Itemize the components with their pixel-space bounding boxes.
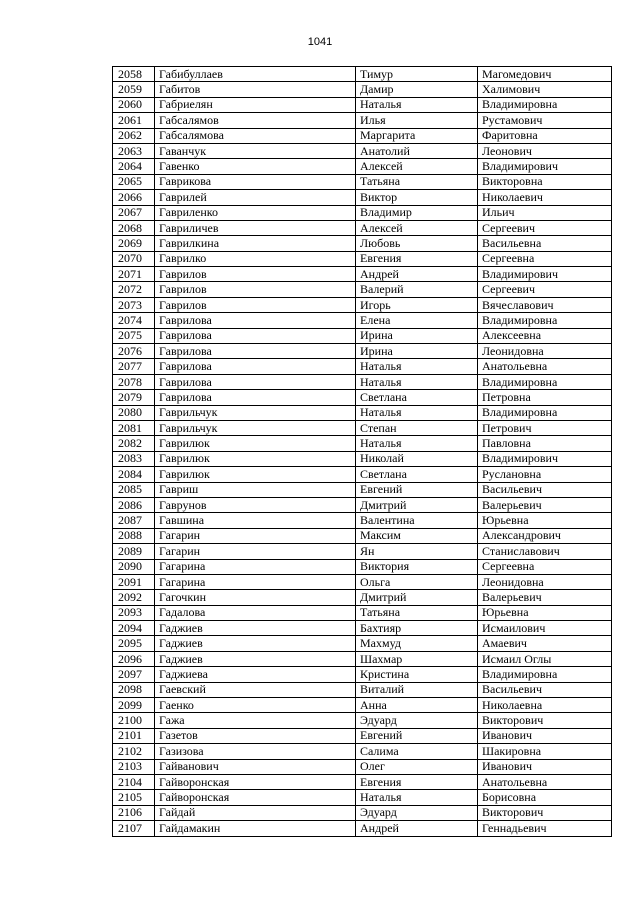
last-name-cell: Гагарин xyxy=(155,528,356,543)
patronymic-cell: Сергеевич xyxy=(478,220,612,235)
last-name-cell: Гаврилко xyxy=(155,251,356,266)
page-number: 1041 xyxy=(307,36,333,48)
patronymic-cell: Геннадьевич xyxy=(478,821,612,836)
patronymic-cell: Шакировна xyxy=(478,744,612,759)
last-name-cell: Гаврилова xyxy=(155,344,356,359)
last-name-cell: Гаврунов xyxy=(155,497,356,512)
last-name-cell: Гаврикова xyxy=(155,174,356,189)
row-number-cell: 2068 xyxy=(113,220,155,235)
patronymic-cell: Викторович xyxy=(478,713,612,728)
first-name-cell: Ян xyxy=(356,544,478,559)
patronymic-cell: Халимович xyxy=(478,82,612,97)
patronymic-cell: Юрьевна xyxy=(478,605,612,620)
last-name-cell: Гаджиев xyxy=(155,621,356,636)
patronymic-cell: Юрьевна xyxy=(478,513,612,528)
row-number-cell: 2063 xyxy=(113,143,155,158)
row-number-cell: 2058 xyxy=(113,67,155,82)
row-number-cell: 2087 xyxy=(113,513,155,528)
row-number-cell: 2064 xyxy=(113,159,155,174)
patronymic-cell: Исмаилович xyxy=(478,621,612,636)
row-number-cell: 2074 xyxy=(113,313,155,328)
patronymic-cell: Владимирович xyxy=(478,267,612,282)
first-name-cell: Светлана xyxy=(356,390,478,405)
last-name-cell: Гаврильчук xyxy=(155,420,356,435)
last-name-cell: Габитов xyxy=(155,82,356,97)
table-row xyxy=(113,713,612,728)
last-name-cell: Гаврилов xyxy=(155,297,356,312)
patronymic-cell: Викторовна xyxy=(478,174,612,189)
table-row xyxy=(113,621,612,636)
patronymic-cell: Васильевич xyxy=(478,482,612,497)
last-name-cell: Гаенко xyxy=(155,698,356,713)
table-row xyxy=(113,159,612,174)
first-name-cell: Евгения xyxy=(356,251,478,266)
patronymic-cell: Петровна xyxy=(478,390,612,405)
last-name-cell: Гавриш xyxy=(155,482,356,497)
table-row xyxy=(113,359,612,374)
first-name-cell: Степан xyxy=(356,420,478,435)
table-row xyxy=(113,528,612,543)
first-name-cell: Тимур xyxy=(356,67,478,82)
table-row xyxy=(113,574,612,589)
last-name-cell: Гайворонская xyxy=(155,774,356,789)
patronymic-cell: Валерьевич xyxy=(478,590,612,605)
table-row xyxy=(113,267,612,282)
row-number-cell: 2067 xyxy=(113,205,155,220)
table-row xyxy=(113,513,612,528)
patronymic-cell: Владимирович xyxy=(478,451,612,466)
first-name-cell: Дмитрий xyxy=(356,590,478,605)
table-row xyxy=(113,590,612,605)
table-row xyxy=(113,236,612,251)
table-row xyxy=(113,128,612,143)
table-row xyxy=(113,651,612,666)
last-name-cell: Гагарина xyxy=(155,559,356,574)
row-number-cell: 2101 xyxy=(113,728,155,743)
first-name-cell: Виктор xyxy=(356,190,478,205)
patronymic-cell: Васильевич xyxy=(478,682,612,697)
first-name-cell: Виктория xyxy=(356,559,478,574)
row-number-cell: 2080 xyxy=(113,405,155,420)
row-number-cell: 2098 xyxy=(113,682,155,697)
last-name-cell: Гаврилова xyxy=(155,390,356,405)
last-name-cell: Габсалямов xyxy=(155,113,356,128)
patronymic-cell: Фаритовна xyxy=(478,128,612,143)
table-row xyxy=(113,544,612,559)
last-name-cell: Гайдай xyxy=(155,805,356,820)
last-name-cell: Гаврилюк xyxy=(155,436,356,451)
patronymic-cell: Рустамович xyxy=(478,113,612,128)
row-number-cell: 2059 xyxy=(113,82,155,97)
first-name-cell: Дамир xyxy=(356,82,478,97)
patronymic-cell: Руслановна xyxy=(478,467,612,482)
first-name-cell: Маргарита xyxy=(356,128,478,143)
first-name-cell: Ирина xyxy=(356,344,478,359)
last-name-cell: Габибуллаев xyxy=(155,67,356,82)
first-name-cell: Илья xyxy=(356,113,478,128)
row-number-cell: 2079 xyxy=(113,390,155,405)
register-table-body xyxy=(113,67,612,837)
row-number-cell: 2082 xyxy=(113,436,155,451)
first-name-cell: Евгений xyxy=(356,482,478,497)
table-row xyxy=(113,451,612,466)
first-name-cell: Наталья xyxy=(356,790,478,805)
first-name-cell: Кристина xyxy=(356,667,478,682)
first-name-cell: Николай xyxy=(356,451,478,466)
table-row xyxy=(113,390,612,405)
patronymic-cell: Анатольевна xyxy=(478,774,612,789)
first-name-cell: Наталья xyxy=(356,405,478,420)
row-number-cell: 2077 xyxy=(113,359,155,374)
last-name-cell: Газизова xyxy=(155,744,356,759)
row-number-cell: 2086 xyxy=(113,497,155,512)
last-name-cell: Гаврилова xyxy=(155,359,356,374)
table-row xyxy=(113,174,612,189)
last-name-cell: Гаврилюк xyxy=(155,467,356,482)
patronymic-cell: Николаевна xyxy=(478,698,612,713)
row-number-cell: 2100 xyxy=(113,713,155,728)
table-row xyxy=(113,636,612,651)
patronymic-cell: Сергеевна xyxy=(478,559,612,574)
row-number-cell: 2073 xyxy=(113,297,155,312)
row-number-cell: 2089 xyxy=(113,544,155,559)
first-name-cell: Елена xyxy=(356,313,478,328)
last-name-cell: Гаджиева xyxy=(155,667,356,682)
last-name-cell: Гавшина xyxy=(155,513,356,528)
first-name-cell: Шахмар xyxy=(356,651,478,666)
table-row xyxy=(113,297,612,312)
row-number-cell: 2090 xyxy=(113,559,155,574)
row-number-cell: 2094 xyxy=(113,621,155,636)
table-row xyxy=(113,328,612,343)
row-number-cell: 2106 xyxy=(113,805,155,820)
table-row xyxy=(113,190,612,205)
last-name-cell: Гажа xyxy=(155,713,356,728)
first-name-cell: Светлана xyxy=(356,467,478,482)
last-name-cell: Гаврилова xyxy=(155,374,356,389)
patronymic-cell: Леонович xyxy=(478,143,612,158)
last-name-cell: Газетов xyxy=(155,728,356,743)
first-name-cell: Эдуард xyxy=(356,805,478,820)
last-name-cell: Гаврильчук xyxy=(155,405,356,420)
last-name-cell: Гаврилова xyxy=(155,328,356,343)
last-name-cell: Габсалямова xyxy=(155,128,356,143)
first-name-cell: Махмуд xyxy=(356,636,478,651)
table-row xyxy=(113,821,612,836)
patronymic-cell: Владимировна xyxy=(478,313,612,328)
last-name-cell: Габриелян xyxy=(155,97,356,112)
table-row xyxy=(113,143,612,158)
first-name-cell: Салима xyxy=(356,744,478,759)
first-name-cell: Ольга xyxy=(356,574,478,589)
last-name-cell: Гаврилова xyxy=(155,313,356,328)
first-name-cell: Виталий xyxy=(356,682,478,697)
table-row xyxy=(113,497,612,512)
patronymic-cell: Исмаил Оглы xyxy=(478,651,612,666)
table-row xyxy=(113,744,612,759)
last-name-cell: Гаврилюк xyxy=(155,451,356,466)
row-number-cell: 2066 xyxy=(113,190,155,205)
table-row xyxy=(113,759,612,774)
first-name-cell: Евгения xyxy=(356,774,478,789)
table-row xyxy=(113,282,612,297)
first-name-cell: Андрей xyxy=(356,821,478,836)
patronymic-cell: Леонидовна xyxy=(478,574,612,589)
row-number-cell: 2093 xyxy=(113,605,155,620)
table-row xyxy=(113,251,612,266)
first-name-cell: Игорь xyxy=(356,297,478,312)
row-number-cell: 2071 xyxy=(113,267,155,282)
row-number-cell: 2078 xyxy=(113,374,155,389)
last-name-cell: Гаврилей xyxy=(155,190,356,205)
patronymic-cell: Иванович xyxy=(478,728,612,743)
patronymic-cell: Владимировна xyxy=(478,374,612,389)
last-name-cell: Гагарин xyxy=(155,544,356,559)
table-row xyxy=(113,467,612,482)
patronymic-cell: Борисовна xyxy=(478,790,612,805)
first-name-cell: Наталья xyxy=(356,436,478,451)
first-name-cell: Олег xyxy=(356,759,478,774)
first-name-cell: Владимир xyxy=(356,205,478,220)
last-name-cell: Гаврилов xyxy=(155,282,356,297)
row-number-cell: 2104 xyxy=(113,774,155,789)
last-name-cell: Гаевский xyxy=(155,682,356,697)
last-name-cell: Гаджиев xyxy=(155,651,356,666)
row-number-cell: 2070 xyxy=(113,251,155,266)
row-number-cell: 2102 xyxy=(113,744,155,759)
first-name-cell: Валентина xyxy=(356,513,478,528)
last-name-cell: Гаджиев xyxy=(155,636,356,651)
first-name-cell: Бахтияр xyxy=(356,621,478,636)
first-name-cell: Наталья xyxy=(356,97,478,112)
patronymic-cell: Станиславович xyxy=(478,544,612,559)
row-number-cell: 2107 xyxy=(113,821,155,836)
patronymic-cell: Амаевич xyxy=(478,636,612,651)
patronymic-cell: Иванович xyxy=(478,759,612,774)
row-number-cell: 2075 xyxy=(113,328,155,343)
patronymic-cell: Павловна xyxy=(478,436,612,451)
first-name-cell: Эдуард xyxy=(356,713,478,728)
row-number-cell: 2097 xyxy=(113,667,155,682)
patronymic-cell: Вячеславович xyxy=(478,297,612,312)
table-row xyxy=(113,774,612,789)
row-number-cell: 2083 xyxy=(113,451,155,466)
patronymic-cell: Сергеевич xyxy=(478,282,612,297)
table-row xyxy=(113,220,612,235)
first-name-cell: Валерий xyxy=(356,282,478,297)
first-name-cell: Анна xyxy=(356,698,478,713)
table-row xyxy=(113,374,612,389)
patronymic-cell: Васильевна xyxy=(478,236,612,251)
patronymic-cell: Ильич xyxy=(478,205,612,220)
register-table xyxy=(112,66,612,837)
table-row xyxy=(113,667,612,682)
last-name-cell: Гагарина xyxy=(155,574,356,589)
table-row xyxy=(113,405,612,420)
last-name-cell: Гавриличев xyxy=(155,220,356,235)
patronymic-cell: Валерьевич xyxy=(478,497,612,512)
table-row xyxy=(113,113,612,128)
patronymic-cell: Петрович xyxy=(478,420,612,435)
table-row xyxy=(113,728,612,743)
row-number-cell: 2099 xyxy=(113,698,155,713)
last-name-cell: Гаврилов xyxy=(155,267,356,282)
patronymic-cell: Магомедович xyxy=(478,67,612,82)
row-number-cell: 2103 xyxy=(113,759,155,774)
patronymic-cell: Викторович xyxy=(478,805,612,820)
first-name-cell: Алексей xyxy=(356,220,478,235)
patronymic-cell: Владимировна xyxy=(478,667,612,682)
patronymic-cell: Сергеевна xyxy=(478,251,612,266)
first-name-cell: Татьяна xyxy=(356,605,478,620)
row-number-cell: 2084 xyxy=(113,467,155,482)
row-number-cell: 2091 xyxy=(113,574,155,589)
first-name-cell: Ирина xyxy=(356,328,478,343)
patronymic-cell: Александрович xyxy=(478,528,612,543)
table-row xyxy=(113,97,612,112)
first-name-cell: Наталья xyxy=(356,374,478,389)
last-name-cell: Гайванович xyxy=(155,759,356,774)
first-name-cell: Евгений xyxy=(356,728,478,743)
first-name-cell: Наталья xyxy=(356,359,478,374)
last-name-cell: Гавенко xyxy=(155,159,356,174)
first-name-cell: Любовь xyxy=(356,236,478,251)
row-number-cell: 2065 xyxy=(113,174,155,189)
patronymic-cell: Владимирович xyxy=(478,159,612,174)
last-name-cell: Гадалова xyxy=(155,605,356,620)
table-row xyxy=(113,805,612,820)
last-name-cell: Гайворонская xyxy=(155,790,356,805)
last-name-cell: Гавриленко xyxy=(155,205,356,220)
first-name-cell: Дмитрий xyxy=(356,497,478,512)
row-number-cell: 2062 xyxy=(113,128,155,143)
row-number-cell: 2069 xyxy=(113,236,155,251)
table-row xyxy=(113,790,612,805)
patronymic-cell: Анатольевна xyxy=(478,359,612,374)
patronymic-cell: Владимировна xyxy=(478,405,612,420)
table-row xyxy=(113,420,612,435)
patronymic-cell: Леонидовна xyxy=(478,344,612,359)
row-number-cell: 2085 xyxy=(113,482,155,497)
last-name-cell: Гаванчук xyxy=(155,143,356,158)
table-row xyxy=(113,605,612,620)
first-name-cell: Татьяна xyxy=(356,174,478,189)
row-number-cell: 2072 xyxy=(113,282,155,297)
last-name-cell: Гаврилкина xyxy=(155,236,356,251)
row-number-cell: 2092 xyxy=(113,590,155,605)
row-number-cell: 2060 xyxy=(113,97,155,112)
first-name-cell: Максим xyxy=(356,528,478,543)
patronymic-cell: Владимировна xyxy=(478,97,612,112)
row-number-cell: 2076 xyxy=(113,344,155,359)
row-number-cell: 2088 xyxy=(113,528,155,543)
row-number-cell: 2096 xyxy=(113,651,155,666)
table-row xyxy=(113,482,612,497)
table-row xyxy=(113,205,612,220)
row-number-cell: 2061 xyxy=(113,113,155,128)
first-name-cell: Анатолий xyxy=(356,143,478,158)
table-row xyxy=(113,559,612,574)
table-row xyxy=(113,436,612,451)
first-name-cell: Алексей xyxy=(356,159,478,174)
table-row xyxy=(113,682,612,697)
last-name-cell: Гагочкин xyxy=(155,590,356,605)
first-name-cell: Андрей xyxy=(356,267,478,282)
last-name-cell: Гайдамакин xyxy=(155,821,356,836)
patronymic-cell: Николаевич xyxy=(478,190,612,205)
table-row xyxy=(113,82,612,97)
patronymic-cell: Алексеевна xyxy=(478,328,612,343)
table-row xyxy=(113,344,612,359)
table-row xyxy=(113,67,612,82)
row-number-cell: 2105 xyxy=(113,790,155,805)
row-number-cell: 2081 xyxy=(113,420,155,435)
table-row xyxy=(113,698,612,713)
table-row xyxy=(113,313,612,328)
row-number-cell: 2095 xyxy=(113,636,155,651)
